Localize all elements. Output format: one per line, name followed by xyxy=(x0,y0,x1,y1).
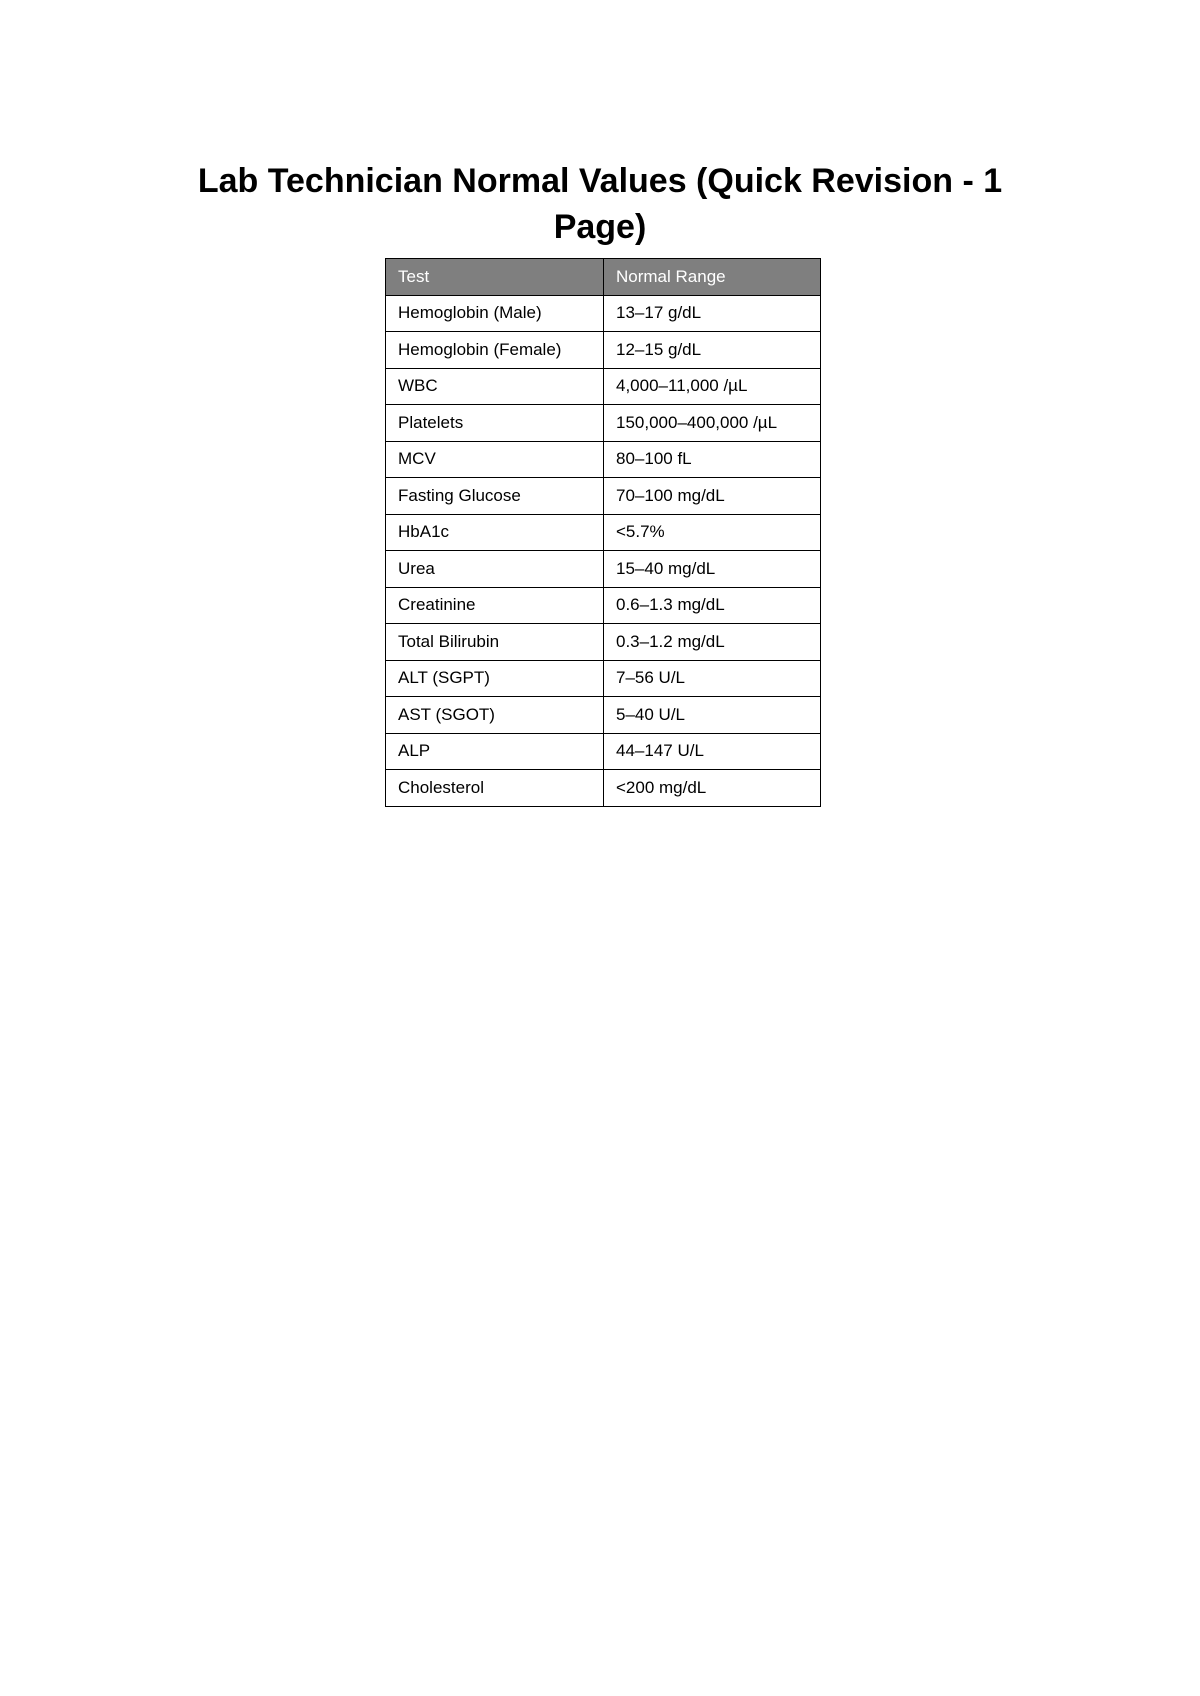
test-name-cell: Hemoglobin (Male) xyxy=(386,295,604,332)
table-row xyxy=(386,295,821,332)
normal-range-cell: 44–147 U/L xyxy=(604,733,821,770)
table-row xyxy=(386,587,821,624)
test-name-cell: ALT (SGPT) xyxy=(386,660,604,697)
normal-range-cell: 15–40 mg/dL xyxy=(604,551,821,588)
table-row xyxy=(386,697,821,734)
column-header-normal-range: Normal Range xyxy=(604,259,821,296)
table-row xyxy=(386,368,821,405)
table-header-row xyxy=(386,259,821,296)
test-name-cell: Fasting Glucose xyxy=(386,478,604,515)
normal-range-cell: 150,000–400,000 /µL xyxy=(604,405,821,442)
table-row xyxy=(386,624,821,661)
normal-range-cell: <5.7% xyxy=(604,514,821,551)
test-name-cell: Creatinine xyxy=(386,587,604,624)
table-row xyxy=(386,514,821,551)
normal-range-cell: 4,000–11,000 /µL xyxy=(604,368,821,405)
normal-range-cell: 0.3–1.2 mg/dL xyxy=(604,624,821,661)
normal-range-cell: 13–17 g/dL xyxy=(604,295,821,332)
table-row xyxy=(386,405,821,442)
normal-range-cell: 7–56 U/L xyxy=(604,660,821,697)
test-name-cell: MCV xyxy=(386,441,604,478)
test-name-cell: WBC xyxy=(386,368,604,405)
test-name-cell: Platelets xyxy=(386,405,604,442)
test-name-cell: Cholesterol xyxy=(386,770,604,807)
test-name-cell: HbA1c xyxy=(386,514,604,551)
test-name-cell: Total Bilirubin xyxy=(386,624,604,661)
test-name-cell: AST (SGOT) xyxy=(386,697,604,734)
table-row xyxy=(386,733,821,770)
normal-range-cell: 80–100 fL xyxy=(604,441,821,478)
table-row xyxy=(386,660,821,697)
test-name-cell: ALP xyxy=(386,733,604,770)
normal-values-table xyxy=(385,258,821,807)
normal-range-cell: <200 mg/dL xyxy=(604,770,821,807)
table-row xyxy=(386,332,821,369)
normal-range-cell: 70–100 mg/dL xyxy=(604,478,821,515)
normal-range-cell: 0.6–1.3 mg/dL xyxy=(604,587,821,624)
page-title: Lab Technician Normal Values (Quick Revision - 1 Page) xyxy=(197,162,1003,246)
table-row xyxy=(386,478,821,515)
normal-range-cell: 5–40 U/L xyxy=(604,697,821,734)
normal-range-cell: 12–15 g/dL xyxy=(604,332,821,369)
test-name-cell: Urea xyxy=(386,551,604,588)
table-row xyxy=(386,770,821,807)
table-row xyxy=(386,551,821,588)
column-header-test: Test xyxy=(386,259,604,296)
table-row xyxy=(386,441,821,478)
test-name-cell: Hemoglobin (Female) xyxy=(386,332,604,369)
